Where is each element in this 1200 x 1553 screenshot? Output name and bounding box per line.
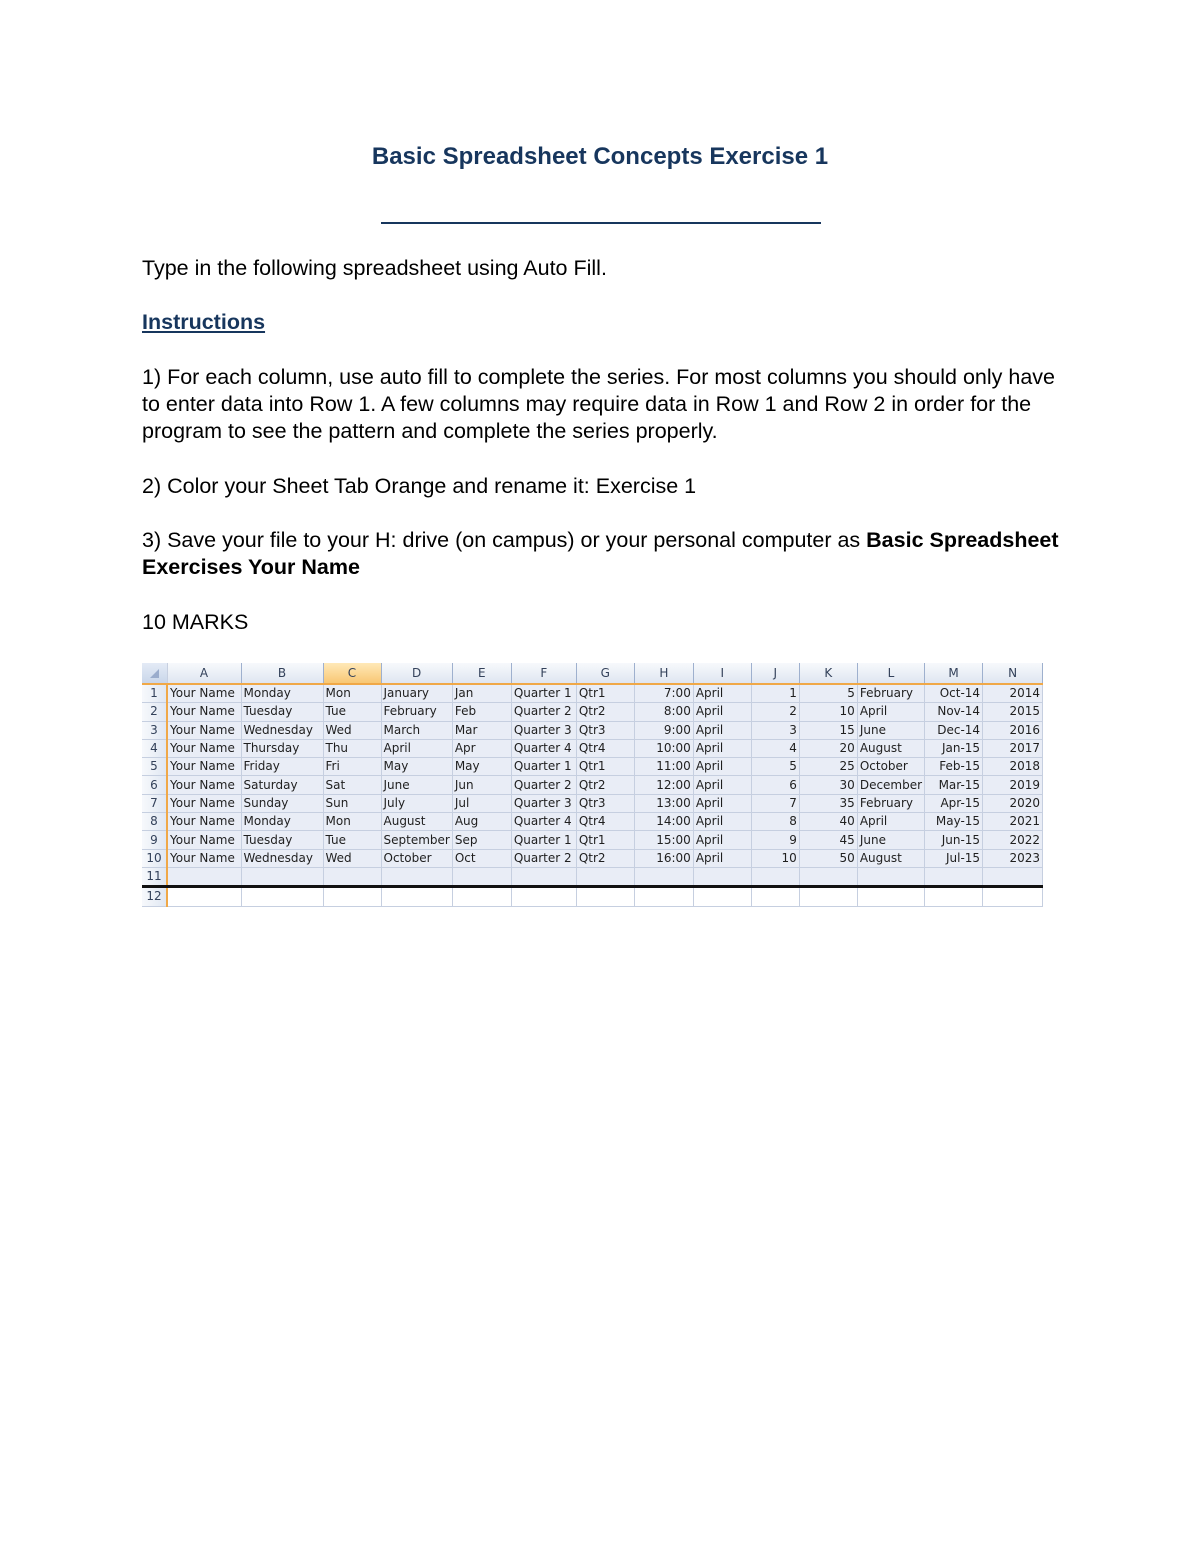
intro-text: Type in the following spreadsheet using Auto Fill. [142,256,607,280]
cell-h: 14:00 [634,813,693,831]
cell-a: Your Name [167,739,241,757]
cell-d: October [381,849,452,867]
cell-n: 2017 [983,739,1043,757]
cell-e [452,887,511,906]
cell-e [452,867,511,886]
row-header: 2 [142,703,167,721]
cell-f [511,867,576,886]
cell-h [634,867,693,886]
cell-b: Wednesday [241,721,323,739]
instruction-step-1: 1) For each column, use auto fill to complete the series. For most columns you should only have to enter data into Row 1. A few columns may require data in Row 1 and Row 2 in order for the program to see the pattern and complete the series properly. [142,365,1055,443]
cell-i: April [693,831,751,849]
cell-f: Quarter 1 [511,684,576,703]
cell-c: Mon [323,684,381,703]
cell-a: Your Name [167,849,241,867]
cell-n: 2022 [983,831,1043,849]
cell-i: April [693,684,751,703]
cell-m: Mar-15 [925,776,983,794]
marks-label: 10 MARKS [142,610,249,634]
cell-d: July [381,794,452,812]
cell-b: Monday [241,813,323,831]
cell-c: Tue [323,831,381,849]
row-header: 12 [142,887,167,906]
table-row [142,776,1043,794]
cell-e: Jun [452,776,511,794]
cell-j [751,867,799,886]
cell-a: Your Name [167,794,241,812]
row-header: 7 [142,794,167,812]
cell-m: Jun-15 [925,831,983,849]
table-row [142,739,1043,757]
cell-i: April [693,849,751,867]
cell-h: 13:00 [634,794,693,812]
cell-l: August [857,739,924,757]
row-header: 10 [142,849,167,867]
cell-f: Quarter 4 [511,739,576,757]
cell-e: Aug [452,813,511,831]
cell-i: April [693,794,751,812]
cell-f: Quarter 1 [511,758,576,776]
column-header-l: L [857,663,924,684]
cell-d [381,867,452,886]
cell-b: Thursday [241,739,323,757]
cell-f: Quarter 3 [511,721,576,739]
cell-g: Qtr2 [576,849,634,867]
cell-e: Jan [452,684,511,703]
column-header-n: N [983,663,1043,684]
cell-b: Friday [241,758,323,776]
cell-j [751,887,799,906]
row-header: 3 [142,721,167,739]
column-header-f: F [511,663,576,684]
cell-e: Oct [452,849,511,867]
column-header-a: A [167,663,241,684]
row-header: 5 [142,758,167,776]
cell-g: Qtr2 [576,776,634,794]
cell-j: 6 [751,776,799,794]
cell-b: Saturday [241,776,323,794]
cell-a: Your Name [167,813,241,831]
cell-l: June [857,721,924,739]
cell-h: 8:00 [634,703,693,721]
cell-h: 10:00 [634,739,693,757]
cell-b [241,867,323,886]
cell-g: Qtr4 [576,739,634,757]
cell-k: 15 [799,721,857,739]
cell-m [925,867,983,886]
cell-f: Quarter 2 [511,703,576,721]
cell-c: Mon [323,813,381,831]
cell-m: Jan-15 [925,739,983,757]
spreadsheet-screenshot [142,663,1059,908]
cell-k [799,887,857,906]
page-title: Basic Spreadsheet Concepts Exercise 1 [371,143,829,170]
row-header: 6 [142,776,167,794]
cell-j: 4 [751,739,799,757]
cell-n: 2018 [983,758,1043,776]
cell-c: Sat [323,776,381,794]
row-header: 9 [142,831,167,849]
cell-h: 12:00 [634,776,693,794]
cell-g: Qtr1 [576,684,634,703]
cell-h: 15:00 [634,831,693,849]
cell-m: Feb-15 [925,758,983,776]
column-header-k: K [799,663,857,684]
title-divider [381,222,821,224]
select-all-corner [142,663,167,684]
cell-e: Sep [452,831,511,849]
cell-m [925,887,983,906]
cell-f [511,887,576,906]
cell-m: May-15 [925,813,983,831]
cell-e: Feb [452,703,511,721]
cell-k: 50 [799,849,857,867]
cell-f: Quarter 1 [511,831,576,849]
cell-i: April [693,739,751,757]
cell-g: Qtr1 [576,758,634,776]
cell-g: Qtr4 [576,813,634,831]
cell-n: 2016 [983,721,1043,739]
cell-l: August [857,849,924,867]
cell-k: 30 [799,776,857,794]
cell-f: Quarter 2 [511,776,576,794]
cell-j: 1 [751,684,799,703]
cell-d: May [381,758,452,776]
table-row [142,758,1043,776]
cell-j: 10 [751,849,799,867]
table-row [142,684,1043,703]
cell-h [634,887,693,906]
cell-l: April [857,813,924,831]
cell-n: 2015 [983,703,1043,721]
cell-d: August [381,813,452,831]
select-all-icon [150,669,159,678]
cell-n: 2020 [983,794,1043,812]
cell-n [983,887,1043,906]
column-header-c: C [323,663,381,684]
cell-b: Tuesday [241,831,323,849]
cell-j: 3 [751,721,799,739]
cell-a [167,867,241,886]
cell-k: 25 [799,758,857,776]
row-header: 11 [142,867,167,886]
cell-d: September [381,831,452,849]
cell-a: Your Name [167,721,241,739]
cell-a: Your Name [167,684,241,703]
cell-k [799,867,857,886]
instructions-heading: Instructions [142,310,266,334]
table-row [142,703,1043,721]
cell-e: Jul [452,794,511,812]
table-row [142,849,1043,867]
cell-j: 9 [751,831,799,849]
column-header-i: I [693,663,751,684]
cell-i [693,887,751,906]
instruction-step-3 [142,527,1062,581]
cell-c [323,867,381,886]
column-header-h: H [634,663,693,684]
cell-j: 8 [751,813,799,831]
cell-k: 35 [799,794,857,812]
cell-a: Your Name [167,703,241,721]
column-header-g: G [576,663,634,684]
cell-m: Dec-14 [925,721,983,739]
cell-j: 2 [751,703,799,721]
cell-d: June [381,776,452,794]
cell-b: Sunday [241,794,323,812]
cell-l: February [857,684,924,703]
cell-m: Oct-14 [925,684,983,703]
cell-l: February [857,794,924,812]
cell-l: June [857,831,924,849]
cell-f: Quarter 3 [511,794,576,812]
cell-d: March [381,721,452,739]
cell-g: Qtr2 [576,703,634,721]
cell-d: January [381,684,452,703]
cell-l [857,887,924,906]
cell-b: Tuesday [241,703,323,721]
cell-c: Sun [323,794,381,812]
cell-d [381,887,452,906]
cell-g: Qtr1 [576,831,634,849]
column-header-m: M [925,663,983,684]
cell-e: May [452,758,511,776]
cell-c: Fri [323,758,381,776]
cell-b [241,887,323,906]
cell-n: 2019 [983,776,1043,794]
cell-l: December [857,776,924,794]
instruction-step-3-filename: Basic Spreadsheet Exercises Your Name [142,528,1059,579]
cell-c [323,887,381,906]
cell-i [693,867,751,886]
cell-h: 9:00 [634,721,693,739]
cell-b: Wednesday [241,849,323,867]
table-row [142,813,1043,831]
cell-a: Your Name [167,758,241,776]
row-header: 1 [142,684,167,703]
cell-l: April [857,703,924,721]
cell-i: April [693,703,751,721]
cell-h: 16:00 [634,849,693,867]
column-header-d: D [381,663,452,684]
cell-i: April [693,813,751,831]
cell-n: 2014 [983,684,1043,703]
cell-g: Qtr3 [576,721,634,739]
cell-k: 5 [799,684,857,703]
cell-i: April [693,776,751,794]
cell-k: 20 [799,739,857,757]
row-header: 4 [142,739,167,757]
cell-c: Thu [323,739,381,757]
cell-n: 2021 [983,813,1043,831]
column-header-b: B [241,663,323,684]
cell-m: Apr-15 [925,794,983,812]
cell-g [576,867,634,886]
cell-k: 45 [799,831,857,849]
table-row [142,887,1043,906]
cell-a [167,887,241,906]
cell-m: Jul-15 [925,849,983,867]
column-header-j: J [751,663,799,684]
table-row [142,867,1043,886]
cell-k: 10 [799,703,857,721]
cell-c: Tue [323,703,381,721]
cell-i: April [693,721,751,739]
cell-a: Your Name [167,831,241,849]
cell-g [576,887,634,906]
cell-l [857,867,924,886]
row-header: 8 [142,813,167,831]
cell-c: Wed [323,721,381,739]
cell-i: April [693,758,751,776]
instruction-step-2: 2) Color your Sheet Tab Orange and rename it: Exercise 1 [142,474,697,498]
table-row [142,794,1043,812]
cell-f: Quarter 2 [511,849,576,867]
cell-e: Mar [452,721,511,739]
cell-l: October [857,758,924,776]
cell-b: Monday [241,684,323,703]
column-header-e: E [452,663,511,684]
cell-g: Qtr3 [576,794,634,812]
cell-h: 7:00 [634,684,693,703]
cell-m: Nov-14 [925,703,983,721]
cell-n: 2023 [983,849,1043,867]
cell-c: Wed [323,849,381,867]
cell-j: 5 [751,758,799,776]
cell-a: Your Name [167,776,241,794]
cell-k: 40 [799,813,857,831]
cell-d: April [381,739,452,757]
table-row [142,721,1043,739]
instruction-step-3-text: 3) Save your file to your H: drive (on campus) or your personal computer as [142,528,867,552]
cell-e: Apr [452,739,511,757]
table-row [142,831,1043,849]
cell-d: February [381,703,452,721]
cell-j: 7 [751,794,799,812]
cell-h: 11:00 [634,758,693,776]
cell-n [983,867,1043,886]
cell-f: Quarter 4 [511,813,576,831]
